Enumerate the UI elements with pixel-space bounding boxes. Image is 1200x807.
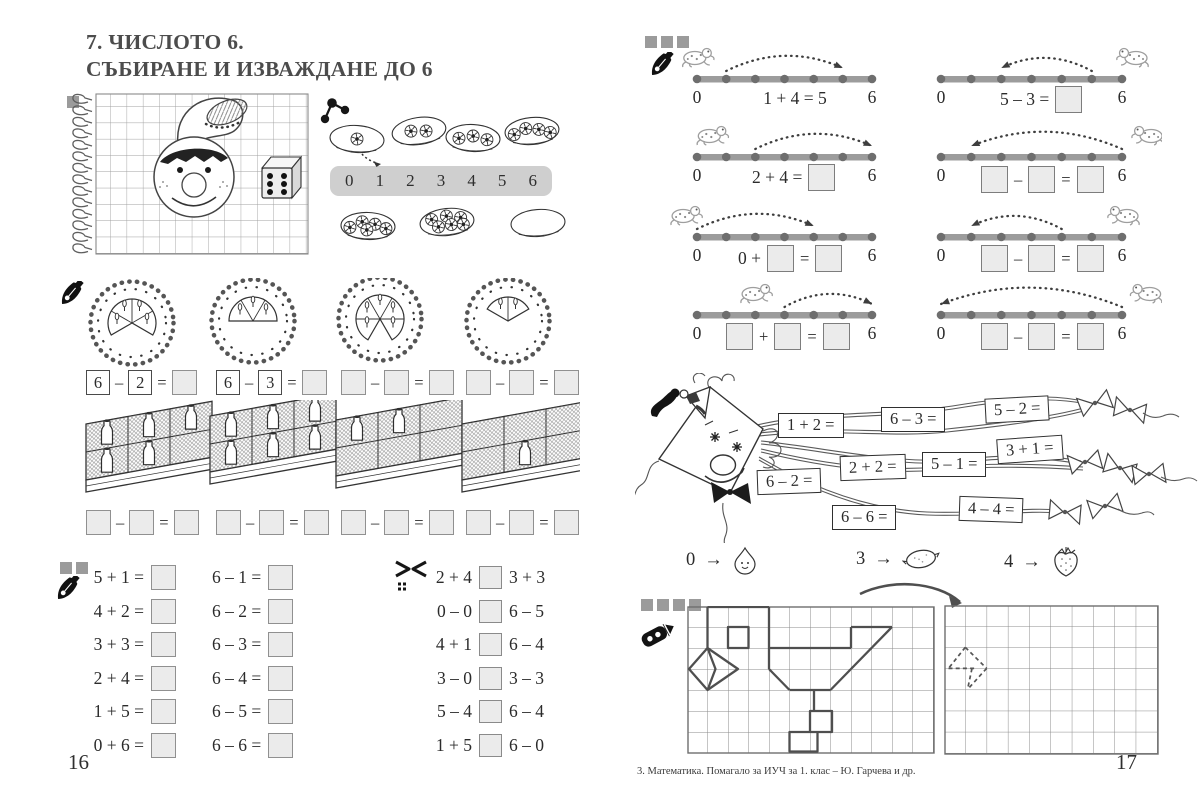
frog-icon	[1117, 49, 1148, 68]
cake-on-doily	[467, 280, 550, 363]
arrow-icon: →	[1022, 551, 1041, 572]
answer-box[interactable]	[429, 370, 454, 395]
cookie	[380, 222, 392, 234]
number-line	[657, 114, 912, 166]
bottle-crate	[336, 400, 462, 488]
clown-kite-drawing	[635, 373, 1200, 543]
comparison-answer-box[interactable]	[479, 734, 502, 757]
cake-on-doily	[339, 278, 422, 361]
equation-label: 5 + 1 =	[93, 567, 144, 587]
minuend-box[interactable]	[86, 510, 111, 535]
cookie-plates	[325, 98, 579, 250]
left-expression: 1 + 5	[435, 735, 472, 755]
equals-sign: =	[157, 372, 167, 392]
operand-box[interactable]	[774, 323, 801, 350]
left-expression: 3 – 0	[437, 668, 472, 688]
answer-box[interactable]	[268, 733, 293, 758]
kite-tail-bows	[1048, 389, 1197, 525]
legend-number: 3	[856, 548, 866, 569]
left-expression: 4 + 1	[435, 634, 472, 654]
legend-number: 0	[686, 549, 696, 570]
number-line	[901, 194, 1162, 246]
left-expression: 5 – 4	[437, 701, 472, 721]
numberline-equation: 5 – 3 =	[1000, 86, 1082, 113]
equation-label: 6 – 1 =	[212, 567, 262, 587]
comparison-row	[432, 700, 549, 723]
answer-box[interactable]	[808, 164, 835, 191]
arrow-icon: →	[874, 548, 893, 569]
cake-on-doily	[91, 282, 174, 365]
die-icon	[262, 157, 301, 198]
numberline-end-label: 6	[867, 87, 877, 107]
arrow-icon: →	[704, 549, 723, 570]
addition-row	[92, 565, 176, 590]
kite-equation-box[interactable]: 4 – 4 =	[959, 496, 1024, 523]
bottle-crate	[462, 401, 580, 492]
addition-row	[92, 733, 176, 758]
equation-label: 4 + 2 =	[93, 601, 144, 621]
comparison-answer-box[interactable]	[479, 566, 502, 589]
number-line	[901, 36, 1162, 88]
minuend-box[interactable]: 6	[216, 370, 240, 395]
subtraction-row	[212, 666, 293, 691]
minuend-box[interactable]	[216, 510, 241, 535]
minus-sign: –	[246, 512, 255, 532]
spiral-binding	[58, 88, 100, 260]
answer-box[interactable]	[151, 565, 176, 590]
minus-sign: –	[496, 372, 505, 392]
subtraction-row	[212, 733, 293, 758]
equals-sign: =	[287, 372, 297, 392]
operand-box[interactable]	[767, 245, 794, 272]
answer-box[interactable]	[172, 370, 197, 395]
equation-label: 6 – 5 =	[212, 701, 262, 721]
cookie	[544, 126, 557, 139]
number-line	[657, 272, 912, 324]
frog-icon	[1132, 127, 1162, 146]
minuend-box[interactable]	[466, 510, 491, 535]
subtraction-row	[212, 599, 293, 624]
numberline-start-label: 0	[692, 165, 702, 185]
right-expression: 3 – 3	[509, 668, 544, 688]
right-expression: 6 – 5	[509, 601, 544, 621]
answer-box[interactable]	[302, 370, 327, 395]
answer-box[interactable]	[268, 699, 293, 724]
legend-item	[1004, 545, 1082, 579]
minuend-box[interactable]	[341, 510, 366, 535]
cookie-plate	[445, 123, 500, 153]
crate-equation	[86, 510, 199, 535]
minus-sign: –	[115, 372, 124, 392]
minus-sign: –	[371, 372, 380, 392]
minuend-box[interactable]	[466, 370, 491, 395]
cakes-with-candles	[78, 278, 583, 372]
cookie-plate	[419, 206, 476, 238]
figure-grid-original	[687, 606, 935, 755]
equals-sign: =	[414, 512, 424, 532]
cake-equation	[86, 370, 197, 395]
crate-equation	[341, 510, 454, 535]
minus-sign: –	[245, 372, 254, 392]
equals-sign: =	[159, 512, 169, 532]
cookie-plate	[504, 115, 560, 147]
clown-kite-face	[659, 387, 763, 504]
numberline-end-label: 6	[867, 323, 877, 343]
comparison-answer-box[interactable]	[479, 667, 502, 690]
cake-equation	[341, 370, 454, 395]
cookie	[453, 132, 466, 145]
addition-row	[92, 666, 176, 691]
subtraction-row	[212, 699, 293, 724]
numberline-start-label: 0	[936, 323, 946, 343]
numberline-equation: 0 + =	[738, 245, 842, 272]
right-expression: 3 + 3	[509, 567, 546, 587]
subtrahend-box[interactable]: 2	[128, 370, 152, 395]
answer-box[interactable]	[268, 666, 293, 691]
answer-box[interactable]	[823, 323, 850, 350]
numberline-end-label: 6	[867, 165, 877, 185]
numberline-equation: 1 + 4 = 5	[763, 88, 827, 108]
crate-equation	[466, 510, 579, 535]
answer-box[interactable]	[151, 666, 176, 691]
answer-box[interactable]	[151, 733, 176, 758]
page-title-line1: 7. ЧИСЛОТО 6.	[86, 30, 244, 54]
minuend-box[interactable]	[341, 370, 366, 395]
task-level-marker	[60, 562, 88, 574]
bottle-crate	[210, 400, 336, 484]
equation-label: 6 – 4 =	[212, 668, 262, 688]
kite-equation-box[interactable]: 1 + 2 =	[778, 413, 844, 438]
frog-icon	[683, 49, 714, 68]
kite-equation-box[interactable]: 5 – 2 =	[984, 395, 1050, 423]
frog-icon	[1108, 207, 1139, 226]
operand-box[interactable]	[1028, 245, 1055, 272]
numberline-end-label: 6	[1117, 323, 1127, 343]
pen-nib-icon	[52, 576, 86, 610]
equals-sign: =	[289, 512, 299, 532]
milk-bottle	[310, 400, 321, 421]
frog-icon	[741, 285, 772, 304]
right-expression: 6 – 0	[509, 735, 544, 755]
subtrahend-box[interactable]: 3	[258, 370, 282, 395]
right-expression: 6 – 4	[509, 701, 544, 721]
cookie	[508, 128, 521, 141]
kite-equation-box[interactable]: 2 + 2 =	[840, 454, 906, 481]
numberline-equation: 2 + 4 =	[752, 164, 835, 191]
comparison-row	[432, 600, 549, 623]
number-line	[657, 36, 912, 88]
equals-sign: =	[539, 372, 549, 392]
numberline-end-label: 6	[1117, 165, 1127, 185]
subtrahend-box[interactable]	[509, 370, 534, 395]
operand-box[interactable]	[981, 323, 1008, 350]
number-line	[657, 194, 912, 246]
equation-label: 2 + 4 =	[93, 668, 144, 688]
answer-box[interactable]	[1055, 86, 1082, 113]
equation-label: 6 – 3 =	[212, 634, 262, 654]
page-number-left: 16	[68, 750, 89, 774]
answer-box[interactable]	[1077, 323, 1104, 350]
strip-number: 3	[436, 171, 446, 190]
number-line	[901, 272, 1162, 324]
compare-signs-icon	[392, 558, 432, 596]
minus-sign: –	[116, 512, 125, 532]
left-expression: 0 – 0	[437, 601, 472, 621]
comparison-row	[432, 566, 549, 589]
cake-equation	[466, 370, 579, 395]
kite-equation-box[interactable]: 6 – 2 =	[757, 468, 822, 495]
strip-number: 5	[497, 171, 507, 190]
numberline-equation: – =	[981, 166, 1104, 193]
kite-equation-box[interactable]: 5 – 1 =	[922, 452, 986, 477]
kite-equation-box[interactable]: 6 – 3 =	[881, 407, 945, 432]
number-line	[901, 114, 1162, 166]
numberline-start-label: 0	[936, 87, 946, 107]
frog-icon	[1130, 285, 1161, 304]
operand-box[interactable]	[981, 166, 1008, 193]
comparison-row	[432, 734, 549, 757]
cookie	[532, 123, 545, 136]
left-expression: 2 + 4	[435, 567, 472, 587]
numberline-end-label: 6	[1117, 87, 1127, 107]
equation-label: 1 + 5 =	[93, 701, 144, 721]
cake-equation	[216, 370, 327, 395]
cookie-plate	[510, 208, 566, 239]
answer-box[interactable]	[268, 599, 293, 624]
answer-box[interactable]	[554, 370, 579, 395]
numberline-end-label: 6	[867, 245, 877, 265]
numberline-start-label: 0	[692, 323, 702, 343]
right-expression: 6 – 4	[509, 634, 544, 654]
answer-box[interactable]	[174, 510, 199, 535]
bottle-crates	[68, 400, 580, 512]
numberline-start-label: 0	[692, 87, 702, 107]
cookie	[519, 122, 532, 135]
pencil-icon	[639, 618, 679, 652]
page-title-line2: СЪБИРАНЕ И ИЗВАЖДАНЕ ДО 6	[86, 57, 433, 81]
equals-sign: =	[414, 372, 424, 392]
notebook-number-six-drawing	[94, 90, 314, 262]
operand-box[interactable]	[1028, 323, 1055, 350]
numberline-start-label: 0	[936, 245, 946, 265]
answer-box[interactable]	[151, 599, 176, 624]
frog-icon	[671, 207, 702, 226]
operand-box[interactable]	[1028, 166, 1055, 193]
numberline-end-label: 6	[1117, 245, 1127, 265]
addition-row	[92, 699, 176, 724]
kite-equation-box[interactable]: 3 + 1 =	[996, 435, 1063, 465]
numberline-start-label: 0	[692, 245, 702, 265]
strip-number: 6	[528, 171, 537, 190]
numberline-start-label: 0	[936, 165, 946, 185]
cookie	[481, 133, 494, 146]
cookie	[467, 130, 480, 143]
answer-box[interactable]	[429, 510, 454, 535]
equation-label: 0 + 6 =	[93, 735, 144, 755]
legend-item	[856, 545, 942, 573]
subtraction-row	[212, 632, 293, 657]
subtraction-row	[212, 565, 293, 590]
comparison-row	[432, 633, 549, 656]
comparison-row	[432, 667, 549, 690]
addition-row	[92, 599, 176, 624]
numberline-equation: + =	[726, 323, 850, 350]
legend-number: 4	[1004, 551, 1014, 572]
subtrahend-box[interactable]	[259, 510, 284, 535]
cookie	[351, 133, 364, 146]
operand-box[interactable]	[726, 323, 753, 350]
comparison-answer-box[interactable]	[479, 700, 502, 723]
equation-label: 6 – 2 =	[212, 601, 262, 621]
kite-equation-box[interactable]: 6 – 6 =	[832, 505, 896, 530]
answer-box[interactable]	[304, 510, 329, 535]
cookie-plate	[329, 124, 385, 155]
subtrahend-box[interactable]	[384, 370, 409, 395]
crate-equation	[216, 510, 329, 535]
minus-sign: –	[496, 512, 505, 532]
answer-box[interactable]	[1077, 166, 1104, 193]
page-number-right: 17	[1116, 750, 1137, 774]
equals-sign: =	[539, 512, 549, 532]
strip-number: 0	[345, 171, 354, 190]
subtrahend-box[interactable]	[384, 510, 409, 535]
strawberry-icon	[1050, 545, 1082, 579]
answer-box[interactable]	[151, 699, 176, 724]
legend-item	[686, 545, 758, 575]
cookie-plate	[390, 114, 447, 148]
minus-sign: –	[371, 512, 380, 532]
answer-box[interactable]	[554, 510, 579, 535]
equation-label: 3 + 3 =	[93, 634, 144, 654]
answer-box[interactable]	[1077, 245, 1104, 272]
operand-box[interactable]	[981, 245, 1008, 272]
addition-row	[92, 632, 176, 657]
subtrahend-box[interactable]	[509, 510, 534, 535]
cookie	[361, 224, 373, 236]
subtrahend-box[interactable]	[129, 510, 154, 535]
answer-box[interactable]	[815, 245, 842, 272]
answer-box[interactable]	[268, 565, 293, 590]
lemon-icon	[902, 545, 942, 573]
strip-number: 1	[375, 171, 385, 190]
cake-on-doily	[212, 280, 295, 363]
answer-box[interactable]	[268, 632, 293, 657]
cookie	[344, 221, 356, 233]
figure-grid-copy[interactable]	[944, 605, 1160, 756]
minuend-box[interactable]: 6	[86, 370, 110, 395]
answer-box[interactable]	[151, 632, 176, 657]
comparison-answer-box[interactable]	[479, 600, 502, 623]
strip-number: 4	[467, 171, 476, 190]
bottle-crate	[86, 401, 212, 492]
strip-number: 2	[406, 171, 415, 190]
comparison-answer-box[interactable]	[479, 633, 502, 656]
equation-label: 6 – 6 =	[212, 735, 262, 755]
numberline-equation: – =	[981, 245, 1104, 272]
numberline-equation: – =	[981, 323, 1104, 350]
frog-icon	[697, 127, 728, 146]
water-drop-icon	[732, 545, 758, 575]
cookie-plate	[341, 212, 396, 241]
footer-caption: 3. Математика. Помагало за ИУЧ за 1. клас – Ю. Гарчева и др.	[637, 766, 916, 777]
